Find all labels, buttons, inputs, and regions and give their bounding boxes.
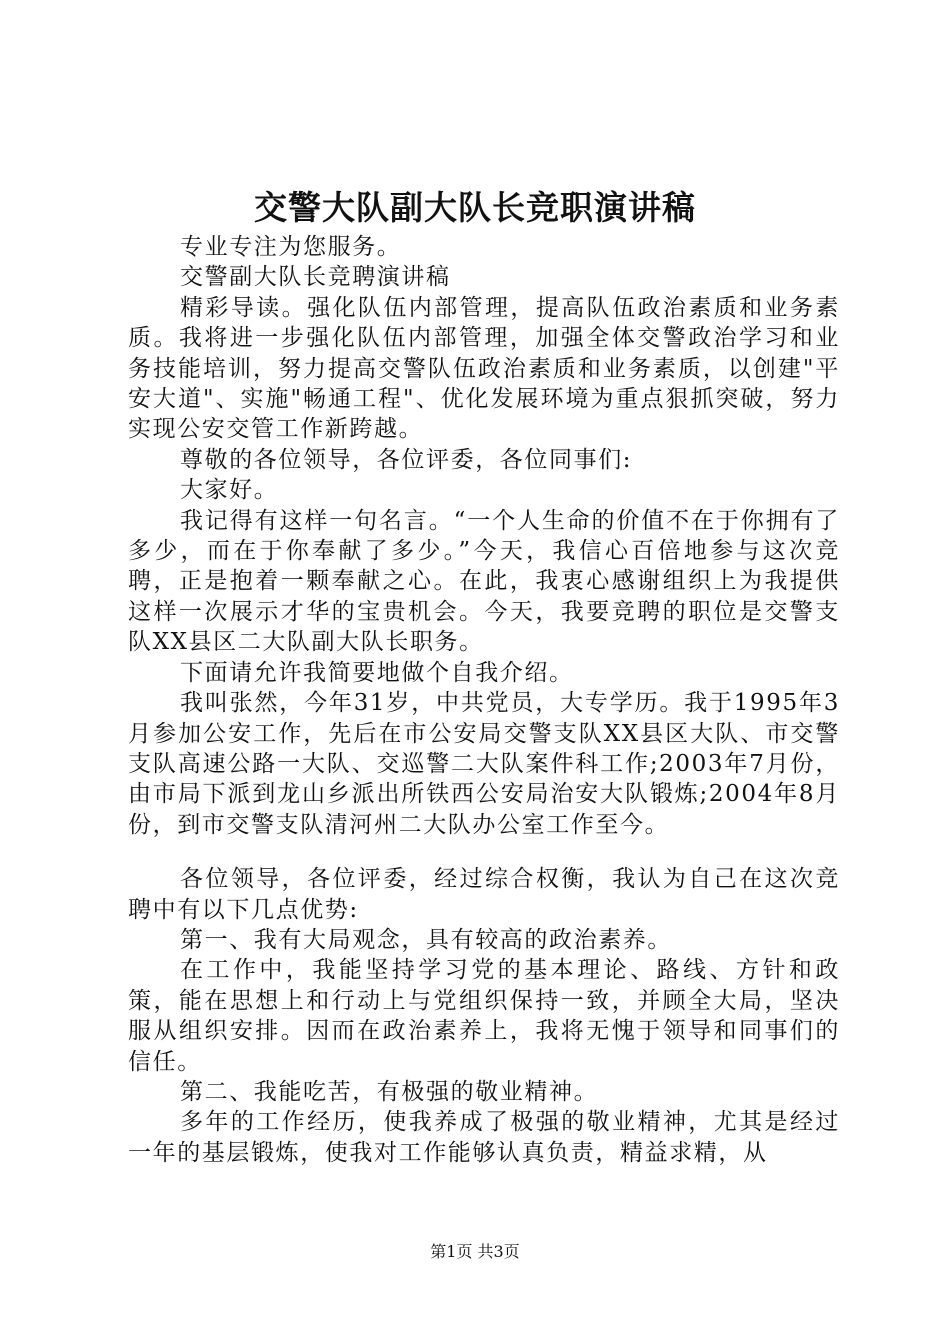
paragraph-quote: 我记得有这样一句名言。“一个人生命的价值不在于你拥有了多少，而在于你奉献了多少。”今天，我信心百倍地参与这次竞聘，正是抱着一颗奉献之心。在此，我衷心感谢组织上为我提供这样一次展示才华的宝贵机会。今天，我要竞聘的职位是交警支队XX县区二大队副大队长职务。 (128, 507, 840, 656)
paragraph-self-intro: 我叫张然，今年31岁，中共党员，大专学历。我于1995年3月参加公安工作，先后在市公安局交警支队XX县区大队、市交警支队高速公路一大队、交巡警二大队案件科工作;2003年7月份，由市局下派到龙山乡派出所铁西公安局治安大队锻炼;2004年8月份，到市交警支队清河州二大队办公室工作至今。 (128, 690, 840, 838)
paragraph-advantages-lead: 各位领导，各位评委，经过综合权衡，我认为自己在这次竞聘中有以下几点优势: (128, 866, 840, 923)
paragraph-gap (128, 840, 840, 864)
paragraph-salutation: 尊敬的各位领导，各位评委，各位同事们: (180, 446, 633, 473)
paragraph-tagline: 专业专注为您服务。 (180, 234, 402, 260)
document-title: 交警大队副大队长竞职演讲稿 (254, 188, 696, 227)
document-body (128, 232, 840, 1168)
paragraph-point-two-heading: 第二、我能吃苦，有极强的敬业精神。 (180, 1078, 599, 1105)
paragraph-point-one-body: 在工作中，我能坚持学习党的基本理论、路线、方针和政策，能在思想上和行动上与党组织保持一致，并顾全大局，坚决服从组织安排。因而在政治素养上，我将无愧于领导和同事们的信任。 (128, 957, 840, 1075)
paragraph-subtitle: 交警副大队长竞聘演讲稿 (180, 264, 451, 291)
page-footer: 第1页 共3页 (430, 1242, 520, 1261)
paragraph-point-two-body: 多年的工作经历，使我养成了极强的敬业精神，尤其是经过一年的基层锻炼，使我对工作能够认真负责，精益求精，从 (128, 1109, 840, 1166)
paragraph-greeting: 大家好。 (180, 477, 279, 504)
paragraph-intro: 精彩导读。强化队伍内部管理，提高队伍政治素质和业务素质。我将进一步强化队伍内部管理，加强全体交警政治学习和业务技能培训，努力提高交警队伍政治素质和业务素质，以创建"平安大道"、实施"畅通工程"、优化发展环境为重点狠抓突破，努力实现公安交管工作新跨越。 (128, 294, 840, 443)
paragraph-self-intro-lead: 下面请允许我简要地做个自我介绍。 (180, 659, 574, 686)
paragraph-point-one-heading: 第一、我有大局观念，具有较高的政治素养。 (180, 926, 672, 953)
